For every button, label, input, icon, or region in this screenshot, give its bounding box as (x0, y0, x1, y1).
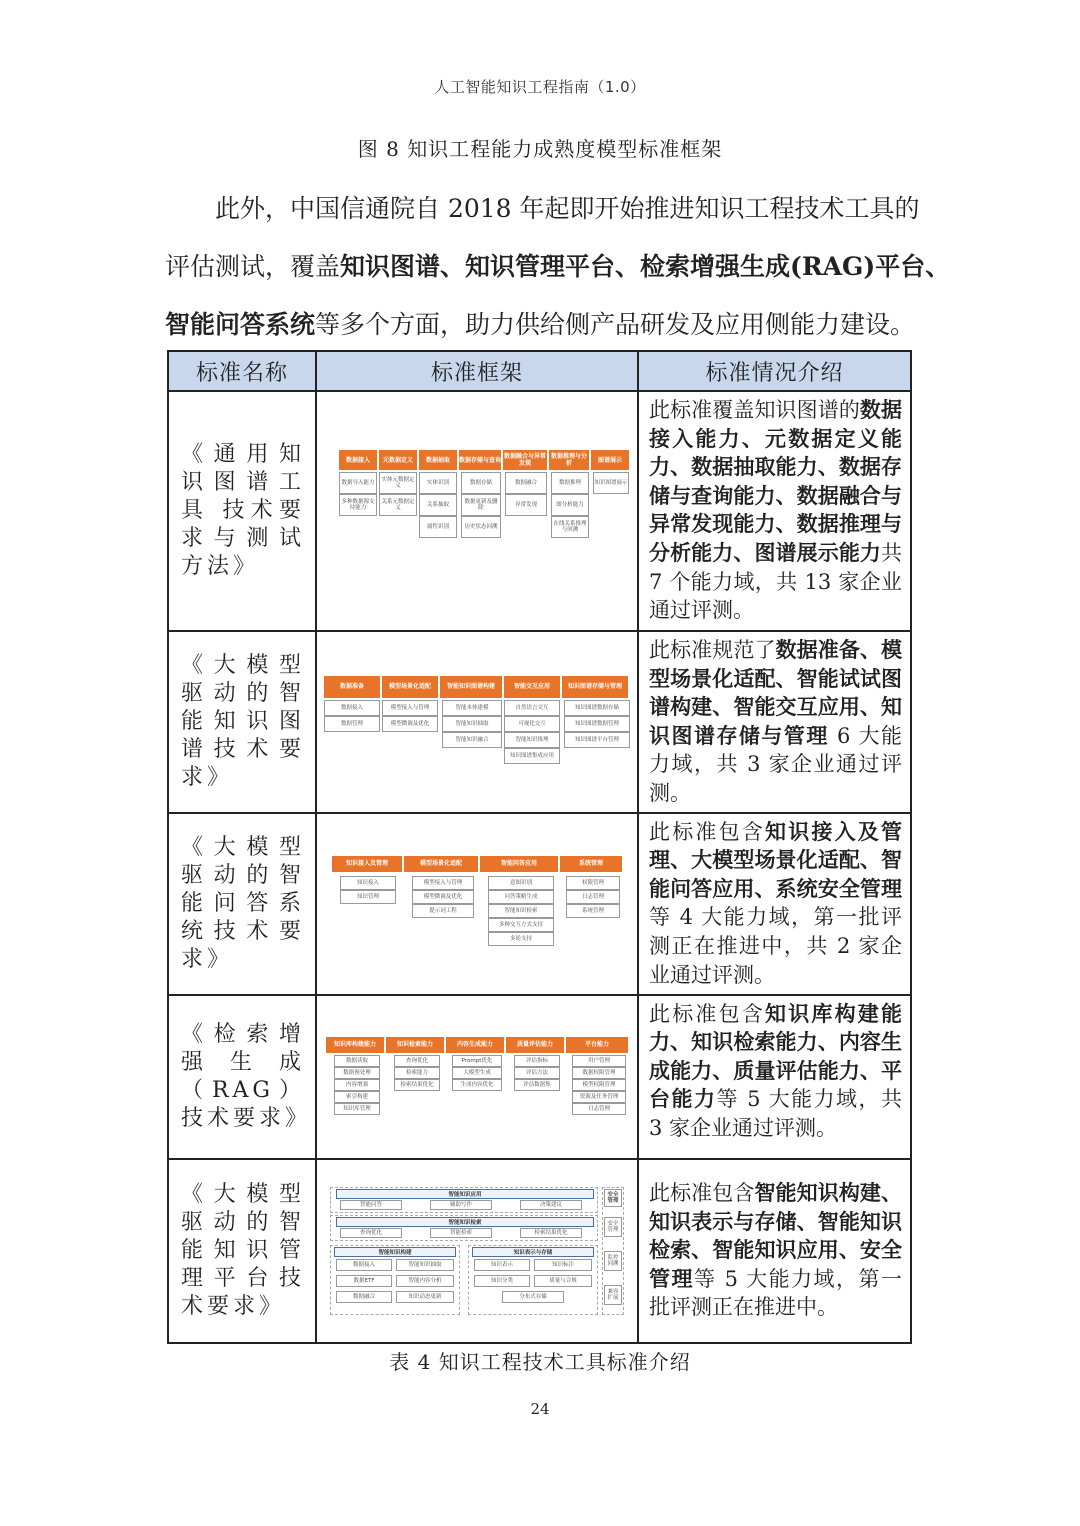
standard-description (638, 631, 911, 813)
framework-item: 知识表示 (474, 1259, 530, 1271)
paragraph-text: 等多个方面，助力供给侧产品研发及应用侧能力建设。 (315, 310, 916, 339)
standard-name: 《大模型驱动的智能问答系统技术要求》 (168, 813, 316, 995)
paragraph-bold: 智能问答系统 (165, 310, 316, 339)
framework-item: 模型接入与管理 (412, 876, 474, 890)
desc-text: 此标准包含 (649, 819, 765, 844)
framework-item: 资源及任务管理 (572, 1091, 626, 1103)
framework-item: 关系抽取 (419, 494, 457, 516)
table-row (168, 631, 911, 813)
framework-item: 智能知识推理 (504, 732, 560, 748)
framework-item: 知识分类 (474, 1275, 530, 1287)
framework-item: 实体元数据定义 (379, 472, 417, 494)
framework-item: 智能知识检索 (488, 904, 554, 918)
table-row (168, 813, 911, 995)
framework-header: 内容生成能力 (446, 1037, 504, 1053)
framework-header: 模型场景化适配 (404, 856, 478, 872)
layer-title: 智能知识检索 (336, 1217, 594, 1227)
framework-item: 知识标注 (534, 1259, 592, 1271)
standard-description (638, 391, 911, 631)
desc-text: 此标准规范了 (649, 638, 776, 662)
page-number: 24 (530, 1400, 550, 1418)
desc-bold: 数据准备、模型场景化适配、智能试试图谱构建、智能交互应用、知识图谱存储与管理 (649, 637, 903, 748)
framework-header: 智能知识图谱构建 (440, 676, 502, 698)
framework-item: 知识动态更新 (396, 1291, 454, 1303)
framework-header: 系统管理 (560, 856, 622, 872)
framework-item: 检索结果优化 (394, 1079, 440, 1091)
table-caption: 表 4 知识工程技术工具标准介绍 (389, 1350, 691, 1374)
standard-framework (316, 391, 638, 631)
standard-description (638, 813, 911, 995)
framework-item: 用户管理 (572, 1055, 626, 1067)
framework-header: 知识图谱存储与管理 (562, 676, 628, 698)
desc-bold: 数据接入能力、元数据定义能力、数据抽取能力、数据存储与查询能力、数据融合与异常发现能力、数据推理与分析能力、图谱展示能力 (649, 397, 903, 565)
framework-item: 数据预处理 (334, 1067, 380, 1079)
desc-bold: 知识接入及管理、大模型场景化适配、智能问答应用、系统安全管理 (649, 818, 902, 901)
layer-title: 智能知识构建 (334, 1247, 456, 1257)
framework-item: 评估数据集 (514, 1079, 560, 1091)
paragraph-line (165, 238, 951, 296)
framework-item: 数据读取 (334, 1055, 380, 1067)
framework-item: 智能内容分析 (396, 1275, 454, 1287)
framework-header: 智能交互应用 (504, 676, 560, 698)
desc-text: 等 5 大能力域，共 3 家企业通过评测。 (649, 1087, 903, 1140)
figure-caption: 图 8 知识工程能力成熟度模型标准框架 (357, 137, 723, 161)
framework-diagram (332, 856, 622, 952)
framework-item: 智能知识抽取 (442, 716, 502, 732)
framework-item: 关系元数据定义 (379, 494, 417, 516)
running-header: 人工智能知识工程指南（1.0） (434, 78, 646, 96)
framework-item: 实体识别 (419, 472, 457, 494)
table-header-row (168, 351, 911, 391)
framework-item: 检索能力 (394, 1067, 440, 1079)
framework-header: 数据接入 (339, 450, 377, 470)
framework-item: 质量与合规 (534, 1275, 592, 1287)
framework-header: 质量评估能力 (506, 1037, 564, 1053)
framework-item: 数据融合 (505, 472, 547, 494)
desc-text: 此标准覆盖知识图谱的 (649, 398, 860, 422)
standard-description (638, 995, 911, 1159)
framework-item: 多种交互方式支持 (488, 918, 554, 932)
framework-header: 数据准备 (324, 676, 380, 698)
framework-item: 数据管理 (324, 716, 380, 732)
desc-bold: 智能知识构建、知识表示与存储、智能知识检索、智能知识应用、安全管理 (649, 1180, 903, 1291)
framework-item: 日志管理 (572, 1103, 626, 1115)
desc-text: 等 5 大能力域，第一批评测正在推进中。 (649, 1266, 903, 1320)
framework-diagram (327, 450, 627, 572)
standards-table (167, 350, 912, 1344)
framework-header: 数据抽取 (419, 450, 457, 470)
framework-item: 智能本体建模 (442, 700, 502, 716)
framework-item: 知识库管理 (334, 1103, 380, 1115)
framework-item: 数据存储 (461, 472, 501, 494)
framework-header: 数据推理与分析 (549, 450, 589, 470)
framework-item: 数据权限管理 (572, 1067, 626, 1079)
standard-description (638, 1159, 911, 1343)
framework-header: 智能问答应用 (480, 856, 558, 872)
framework-item: 多轮支持 (488, 932, 554, 946)
framework-item: Prompt优化 (452, 1055, 502, 1067)
framework-header: 数据存储与查询 (459, 450, 501, 470)
framework-item: 评估方法 (514, 1067, 560, 1079)
table-row (168, 995, 911, 1159)
framework-item: 知识接入 (340, 876, 396, 890)
paragraph-bold: 知识图谱、知识管理平台、检索增强生成(RAG)平台、 (340, 252, 951, 281)
framework-diagram (330, 1187, 624, 1315)
framework-item: 生成内容优化 (452, 1079, 502, 1091)
framework-item: 模型接入与管理 (382, 700, 438, 716)
framework-item: 可视化交互 (504, 716, 560, 732)
header-standard-intro: 标准情况介绍 (638, 351, 911, 391)
framework-item: 异常发现 (505, 494, 547, 516)
framework-item: 兼容扩展 (604, 1285, 622, 1305)
paragraph-line: 此外，中国信通院自 2018 年起即开始推进知识工程技术工具的 (215, 194, 920, 223)
layer-title: 智能知识应用 (336, 1189, 594, 1199)
framework-item: 系统管理 (566, 904, 620, 918)
layer-title: 知识表示与存储 (472, 1247, 594, 1257)
framework-item: 安全管理 (604, 1189, 622, 1207)
framework-item: 日志管理 (566, 890, 620, 904)
table-row (168, 391, 911, 631)
framework-item: 知识图谱集成应用 (504, 748, 560, 764)
framework-item: 安全管理 (604, 1217, 622, 1237)
framework-item: 决策建议 (520, 1200, 582, 1210)
framework-item: 知识图谱展示 (593, 472, 629, 494)
framework-header: 元数据定义 (379, 450, 417, 470)
framework-item: 权限管理 (566, 876, 620, 890)
framework-item: 意图识别 (488, 876, 554, 890)
framework-item: 模型权限管理 (572, 1079, 626, 1091)
standard-framework (316, 813, 638, 995)
framework-item: 智能知识融合 (442, 732, 502, 748)
framework-item: 问答策略生成 (488, 890, 554, 904)
framework-item: 数据导入能力 (339, 472, 377, 494)
framework-item: 监控回溯 (604, 1251, 622, 1271)
desc-text: 共 7 个能力域，共 13 家企业通过评测。 (649, 540, 902, 623)
framework-item: 知识图谱数据管理 (564, 716, 630, 732)
framework-header: 图谱展示 (591, 450, 629, 470)
framework-item: 大模型生成 (452, 1067, 502, 1079)
framework-item: 智能知识抽取 (396, 1259, 454, 1271)
paragraph-text: 评估测试，覆盖 (165, 252, 341, 281)
standard-name: 《检索增强生成（RAG）技术要求》 (168, 995, 316, 1159)
framework-item: 多种数据源支持能力 (339, 494, 377, 516)
framework-item: 模型微调及优化 (382, 716, 438, 732)
framework-item: 查询优化 (394, 1055, 440, 1067)
desc-text: 等 4 大能力域，第一批评测正在推进中，共 2 家企业通过评测。 (649, 905, 902, 987)
framework-item: 历史状态回溯 (461, 516, 501, 538)
framework-item: 数据接入 (336, 1259, 392, 1271)
framework-diagram (324, 676, 630, 768)
framework-item: 智能问答 (340, 1200, 402, 1210)
framework-item: 知识管理 (340, 890, 396, 904)
framework-item: 提示词工程 (412, 904, 474, 918)
table-row (168, 1159, 911, 1343)
framework-item: 自然语言交互 (504, 700, 560, 716)
framework-header: 知识库构建能力 (326, 1037, 384, 1053)
desc-text: 此标准包含 (649, 1181, 755, 1206)
framework-header: 模型场景化适配 (382, 676, 438, 698)
desc-bold: 知识库构建能力、知识检索能力、内容生成能力、质量评估能力、平台能力 (649, 1000, 902, 1112)
framework-header: 数据融合与异常发现 (503, 450, 547, 470)
body-paragraph (165, 180, 951, 354)
framework-item: 数据推理 (551, 472, 589, 494)
framework-item: 检索结果优化 (520, 1228, 582, 1238)
header-standard-framework: 标准框架 (316, 351, 638, 391)
standard-name: 《大模型驱动的智能知识图谱技术要求》 (168, 631, 316, 813)
framework-item: 数据ETF (336, 1275, 392, 1287)
framework-item: 属性识别 (419, 516, 457, 538)
framework-item: 数据更新及删除 (461, 494, 501, 516)
framework-item: 知识图谱数据存储 (564, 700, 630, 716)
standard-framework (316, 1159, 638, 1343)
paragraph-line (165, 296, 925, 354)
framework-item: 内容增强 (334, 1079, 380, 1091)
standard-framework (316, 631, 638, 813)
standard-framework (316, 995, 638, 1159)
framework-item: 索引构建 (334, 1091, 380, 1103)
framework-item: 知识图谱平台管理 (564, 732, 630, 748)
framework-header: 知识检索能力 (386, 1037, 444, 1053)
header-standard-name: 标准名称 (168, 351, 316, 391)
standard-name: 《通用知识图谱工具 技术要求与测试方法》 (168, 391, 316, 631)
desc-text: 6 大能力域，共 3 家企业通过评测。 (649, 723, 902, 805)
framework-item: 模型微调及优化 (412, 890, 474, 904)
framework-item: 分布式存储 (502, 1291, 564, 1303)
framework-item: 智能检索 (430, 1228, 492, 1238)
framework-item: 数据融合 (336, 1291, 392, 1303)
framework-header: 知识接入及管理 (332, 856, 402, 872)
framework-item: 评估指标 (514, 1055, 560, 1067)
framework-item: 在线关系推理与回溯 (551, 516, 589, 538)
desc-text: 此标准包含 (649, 1001, 765, 1026)
standard-name: 《大模型驱动的智能知识管理平台技术要求》 (168, 1159, 316, 1343)
framework-item: 查询优化 (340, 1228, 402, 1238)
framework-item: 图分析能力 (551, 494, 589, 516)
framework-diagram (326, 1037, 628, 1117)
framework-item: 数据接入 (324, 700, 380, 716)
framework-header: 平台能力 (566, 1037, 628, 1053)
framework-item: 辅助写作 (430, 1200, 492, 1210)
